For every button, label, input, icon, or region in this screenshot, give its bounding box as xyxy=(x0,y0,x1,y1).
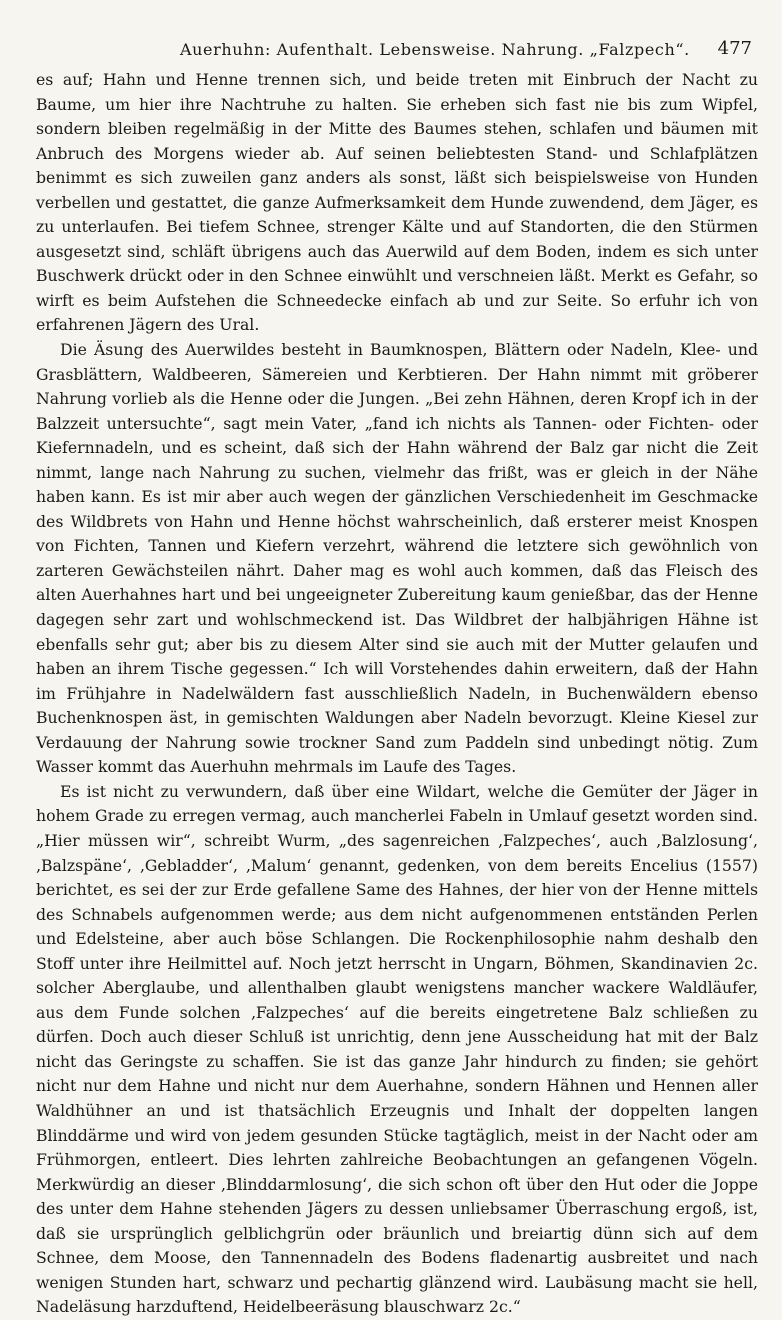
paragraph: Die Äsung des Auerwildes besteht in Baumknospen, Blättern oder Nadeln, Klee- und Grasblättern, Waldbeeren, Sämereien und Kerbtieren. Der Hahn nimmt mit gröberer Nahrung vorlieb als die Henne oder die Jungen. „Bei zehn Hähnen, deren Kropf ich in der Balzzeit untersuchte“, sagt mein Vater, „fand ich nichts als Tannen- oder Fichten- oder Kiefernnadeln, und es scheint, daß sich der Hahn während der Balz gar nicht die Zeit nimmt, lange nach Nahrung zu suchen, vielmehr das frißt, was er gleich in der Nähe haben kann. Es ist mir aber auch wegen der gänzlichen Verschiedenheit im Geschmacke des Wildbrets von Hahn und Henne höchst wahrscheinlich, daß ersterer meist Knospen von Fichten, Tannen und Kiefern verzehrt, während die letztere sich gewöhnlich von zarteren Gewächsteilen nährt. Daher mag es wohl auch kommen, daß das Fleisch des alten Auerhahnes hart und bei ungeeigneter Zubereitung kaum genießbar, das der Henne dagegen sehr zart und wohlschmeckend ist. Das Wildbret der halbjährigen Hähne ist ebenfalls sehr gut; aber bis zu diesem Alter sind sie auch mit der Mutter gelaufen und haben an ihrem Tische gegessen.“ Ich will Vorstehendes dahin erweitern, daß der Hahn im Frühjahre in Nadelwäldern fast ausschließlich Nadeln, in Buchenwäldern ebenso Buchenknospen äst, in gemischten Waldungen aber Nadeln bevorzugt. Kleine Kiesel zur Verdauung der Nahrung sowie trockner Sand zum Paddeln sind unbedingt nötig. Zum Wasser kommt das Auerhuhn mehrmals im Laufe des Tages. xyxy=(36,340,758,777)
paragraph: es auf; Hahn und Henne trennen sich, und beide treten mit Einbruch der Nacht zu Baume, um hier ihre Nachtruhe zu halten. Sie erheben sich fast nie bis zum Wipfel, sondern bleiben regelmäßig in der Mitte des Baumes stehen, schlafen und bäumen mit Anbruch des Morgens wieder ab. Auf seinen beliebtesten Stand- und Schlafplätzen benimmt es sich zuweilen ganz anders als sonst, läßt sich beispielsweise von Hunden verbellen und gestattet, die ganze Aufmerksamkeit dem Hunde zuwendend, dem Jäger, es zu unterlaufen. Bei tiefem Schnee, strenger Kälte und auf Standorten, die den Stürmen ausgesetzt sind, schläft übrigens auch das Auerwild auf dem Boden, indem es sich unter Buschwerk drückt oder in den Schnee einwühlt und verschneien läßt. Merkt es Gefahr, so wirft es beim Aufstehen die Schneedecke einfach ab und zur Seite. So erfuhr ich von erfahrenen Jägern des Ural. xyxy=(36,70,758,335)
running-title: Auerhuhn: Aufenthalt. Lebensweise. Nahrung. „Falzpech“. xyxy=(180,40,690,59)
running-head xyxy=(36,34,758,64)
paragraph: Es ist nicht zu verwundern, daß über eine Wildart, welche die Gemüter der Jäger in hohem Grade zu erregen vermag, auch mancherlei Fabeln in Umlauf gesetzt worden sind. „Hier müssen wir“, schreibt Wurm, „des sagenreichen ‚Falzpeches‘, auch ‚Balzlosung‘, ‚Balzspäne‘, ‚Gebladder‘, ‚Malum‘ genannt, gedenken, von dem bereits Encelius (1557) berichtet, es sei der zur Erde gefallene Same des Hahnes, der hier von der Henne mittels des Schnabels aufgenommen werde; aus dem nicht aufgenommenen entständen Perlen und Edelsteine, aber auch böse Schlangen. Die Rockenphilosophie nahm deshalb den Stoff unter ihre Heilmittel auf. Noch jetzt herrscht in Ungarn, Böhmen, Skandinavien 2c. solcher Aberglaube, und allenthalben glaubt wenigstens mancher wackere Waldläufer, aus dem Funde solchen ‚Falzpeches‘ auf die bereits eingetretene Balz schließen zu dürfen. Doch auch dieser Schluß ist unrichtig, denn jene Ausscheidung hat mit der Balz nicht das Geringste zu schaffen. Sie ist das ganze Jahr hindurch zu finden; sie gehört nicht nur dem Hahne und nicht nur dem Auerhahne, sondern Hähnen und Hennen aller Waldhühner an und ist thatsächlich Erzeugnis und Inhalt der doppelten langen Blinddärme und wird von jedem gesunden Stücke tagtäglich, meist in der Nacht oder am Frühmorgen, entleert. Dies lehrten zahlreiche Beobachtungen an gefangenen Vögeln. Merkwürdig an dieser ‚Blinddarmlosung‘, die sich schon oft über den Hut oder die Joppe des unter dem Hahne stehenden Jägers zu dessen unliebsamer Überraschung ergoß, ist, daß sie ursprünglich gelblichgrün oder bräunlich und breiartig dünn sich auf dem Schnee, dem Moose, den Tannennadeln des Bodens fladenartig ausbreitet und nach wenigen Stunden hart, schwarz und pechartig glänzend wird. Laubäsung macht sie hell, Nadeläsung harzduftend, Heidelbeeräsung blauschwarz 2c.“ xyxy=(36,781,758,1317)
page-number: 477 xyxy=(717,38,752,59)
body-text xyxy=(36,68,758,1320)
